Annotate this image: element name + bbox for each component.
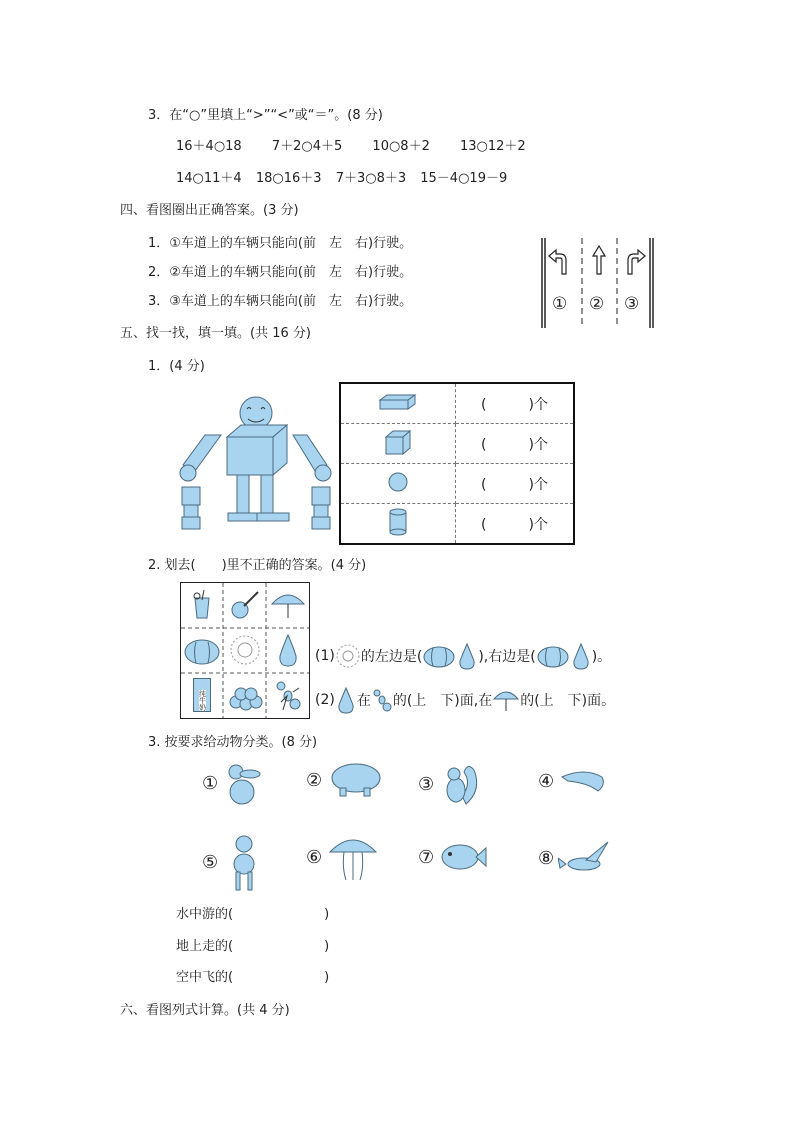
pumpkin-icon[interactable] <box>422 643 456 669</box>
count-blank[interactable]: ( )个 <box>456 383 575 424</box>
fish-icon <box>438 840 488 874</box>
cmp-item[interactable]: 7＋2○4＋5 <box>271 139 343 154</box>
sec4-item-3[interactable]: 3．③车道上的车辆只能向(前 左 右)行驶。 <box>148 294 413 309</box>
q3-row2 <box>176 167 533 186</box>
q3-row1 <box>176 135 552 154</box>
q2-line-2 <box>315 686 615 714</box>
q2-text[interactable]: 的(上 下)面。 <box>520 693 616 709</box>
shrimp-icon <box>558 765 608 797</box>
ant-icon <box>371 687 393 713</box>
count-blank[interactable]: ( )个 <box>456 424 575 464</box>
table-row <box>340 504 574 545</box>
animal-1 <box>202 760 266 806</box>
animal-number: ⑤ <box>202 851 219 873</box>
sec5-q1: 1．(4 分) <box>148 359 205 374</box>
deer-icon <box>222 832 266 892</box>
animal-6 <box>306 832 380 882</box>
cmp-item[interactable]: 7＋3○8＋3 <box>335 171 407 186</box>
sec5-q3: 3. 按要求给动物分类。(8 分) <box>148 735 318 750</box>
q2-text: 在 <box>356 693 371 709</box>
object-grid <box>180 582 310 719</box>
sphere-icon <box>340 464 456 504</box>
table-row <box>340 383 574 424</box>
pig-icon <box>326 760 384 800</box>
cmp-item[interactable]: 15－4○19－9 <box>420 171 508 186</box>
straight-arrow-icon <box>593 246 605 274</box>
robot-illustration <box>175 395 340 534</box>
animal-7 <box>418 840 488 874</box>
squirrel-icon <box>438 760 482 808</box>
category-air[interactable]: 空中飞的( ) <box>176 970 330 985</box>
category-land[interactable]: 地上走的( ) <box>176 939 330 954</box>
q2-text[interactable]: 的(上 下)面,在 <box>392 693 493 709</box>
animal-5 <box>202 832 266 892</box>
q2-text: ),右边是( <box>478 649 536 665</box>
milk-label: 纯牛奶 <box>198 690 207 711</box>
animal-8 <box>538 840 614 876</box>
q2-text: 的左边是( <box>360 649 423 665</box>
q2-text: )。 <box>591 649 612 665</box>
cube-icon <box>340 424 456 464</box>
sec4-item-2[interactable]: 2．②车道上的车辆只能向(前 左 右)行驶。 <box>148 265 413 280</box>
cmp-item[interactable]: 13○12＋2 <box>460 139 526 154</box>
shape-count-table <box>339 382 575 545</box>
pumpkin-icon <box>181 628 223 672</box>
sec4-item-1[interactable]: 1．①车道上的车辆只能向(前 左 右)行驶。 <box>148 236 413 251</box>
q2-label-1: (1) <box>315 648 335 664</box>
umbrella-icon <box>267 583 309 627</box>
sec5-q2: 2. 划去( )里不正确的答案。(4 分) <box>148 558 367 573</box>
animal-3 <box>418 760 482 808</box>
pumpkin-icon[interactable] <box>536 643 570 669</box>
lane-diagram <box>540 236 655 330</box>
left-turn-arrow-icon <box>549 250 566 274</box>
sec6-title: 六、看图列式计算。(共 4 分) <box>120 1003 290 1018</box>
guitar-icon <box>224 583 266 627</box>
animal-number: ⑥ <box>306 846 323 868</box>
ant-icon <box>267 673 309 717</box>
category-water[interactable]: 水中游的( ) <box>176 907 330 922</box>
lane-label-1: ① <box>552 294 568 314</box>
table-row <box>340 424 574 464</box>
milk-box <box>181 673 223 717</box>
dandelion-icon <box>335 643 361 669</box>
sec4-title: 四、看图圈出正确答案。(3 分) <box>120 203 299 218</box>
q2-line-1 <box>315 642 611 670</box>
pear-icon <box>267 628 309 672</box>
cmp-item[interactable]: 14○11＋4 <box>176 171 242 186</box>
table-row <box>340 464 574 504</box>
right-turn-arrow-icon <box>628 250 645 274</box>
rabbit-icon <box>222 760 266 806</box>
sec5-title: 五、找一找，填一填。(共 16 分) <box>120 326 311 341</box>
cmp-item[interactable]: 18○16＋3 <box>255 171 322 186</box>
cylinder-icon <box>340 504 456 545</box>
count-blank[interactable]: ( )个 <box>456 464 575 504</box>
animal-number: ⑦ <box>418 846 435 868</box>
bird-icon <box>558 840 614 876</box>
animal-number: ⑧ <box>538 847 555 869</box>
pear-icon[interactable] <box>456 642 478 670</box>
jellyfish-icon <box>326 832 380 882</box>
animal-4 <box>538 765 608 797</box>
lane-label-2: ② <box>589 294 605 314</box>
animal-number: ① <box>202 772 219 794</box>
lane-label-3: ③ <box>624 294 640 314</box>
cup-icon <box>181 583 223 627</box>
cmp-item[interactable]: 16＋4○18 <box>176 139 242 154</box>
grapes-icon <box>224 673 266 717</box>
pear-icon[interactable] <box>570 642 592 670</box>
umbrella-icon <box>492 687 520 713</box>
cmp-item[interactable]: 10○8＋2 <box>372 139 430 154</box>
q2-label-2: (2) <box>315 692 335 708</box>
animal-number: ④ <box>538 770 555 792</box>
animal-number: ② <box>306 769 323 791</box>
pear-icon <box>335 686 357 714</box>
count-blank[interactable]: ( )个 <box>481 516 548 533</box>
q3-title: 3．在“○”里填上“>”“<”或“＝”。(8 分) <box>148 108 383 123</box>
animal-number: ③ <box>418 773 435 795</box>
dandelion-icon <box>224 628 266 672</box>
animal-2 <box>306 760 384 800</box>
cuboid-icon <box>340 383 456 424</box>
